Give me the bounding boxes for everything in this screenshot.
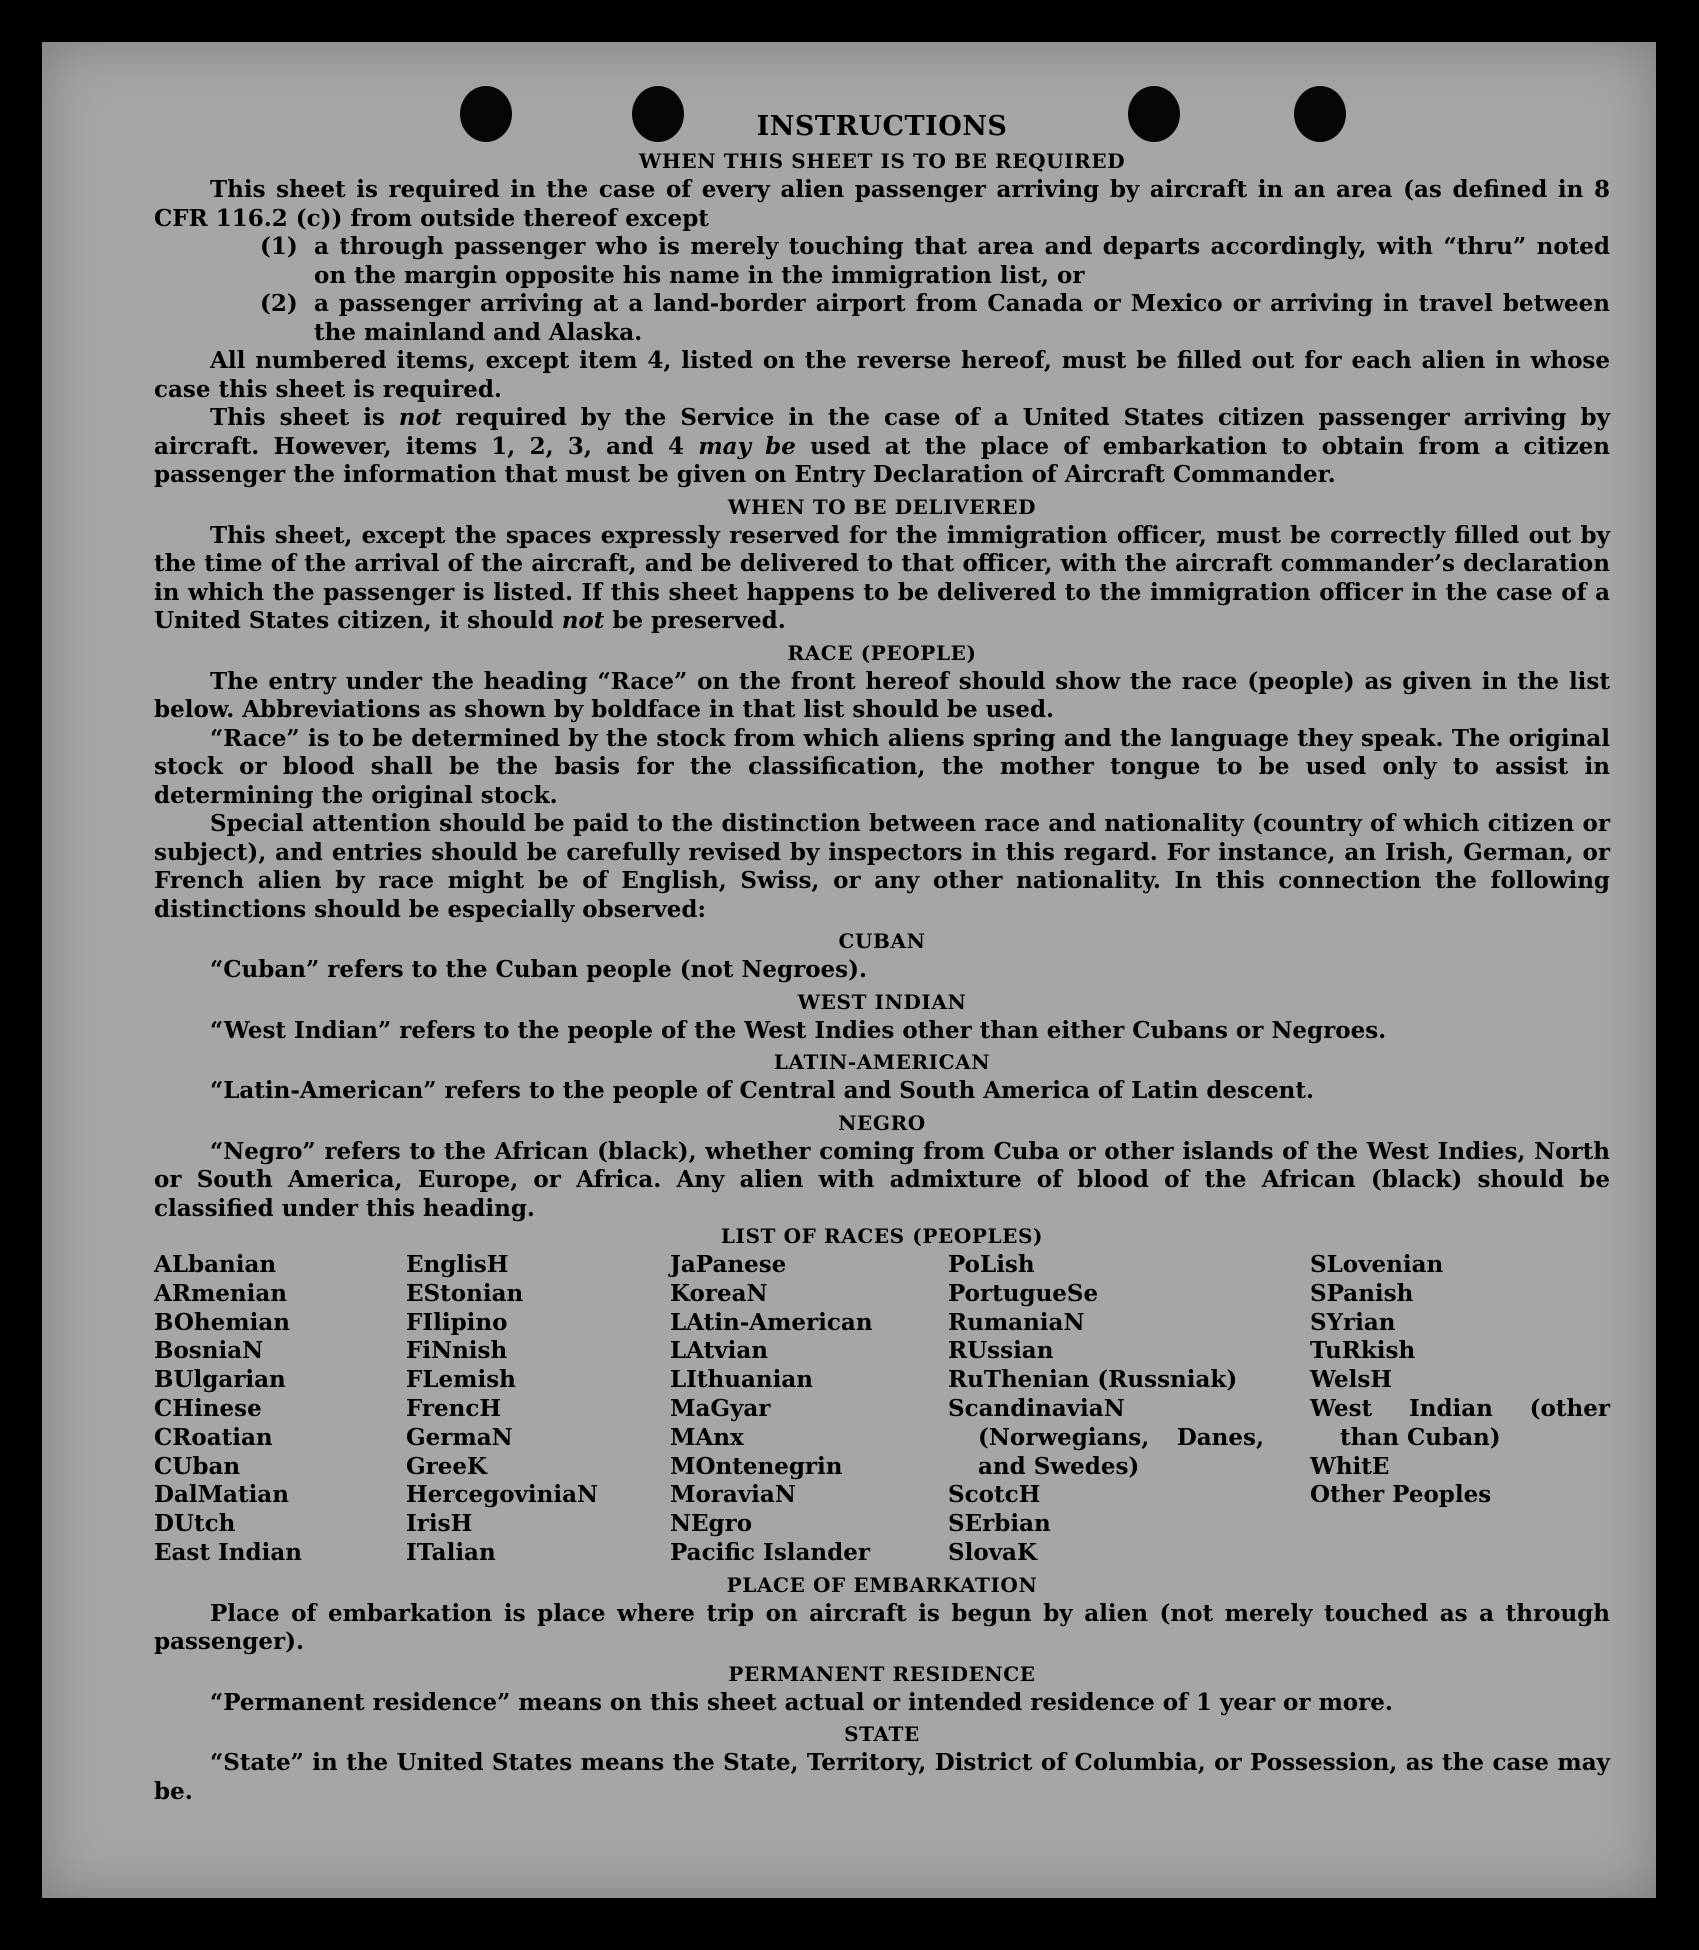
races-column-4	[948, 1251, 1310, 1568]
race-item: GermaN	[406, 1423, 513, 1451]
page-title: INSTRUCTIONS	[756, 111, 1008, 142]
race-item: ALbanian	[154, 1251, 277, 1278]
paragraph: “State” in the United States means the State, Territory, District of Columbia, or Possession, as the case may be.	[154, 1749, 1610, 1805]
paragraph: The entry under the heading “Race” on the front hereof should show the race (people) as given in the list below. Abbreviations as shown by boldface in that list should be used.	[154, 667, 1610, 723]
section-heading-state: STATE	[844, 1722, 920, 1747]
race-item: CUban	[154, 1452, 241, 1480]
race-item: KoreaN	[670, 1279, 768, 1307]
race-item: LIthuanian	[670, 1366, 813, 1394]
paragraph: This sheet is required in the case of every alien passenger arriving by aircraft in an area (as defined in 8 CFR 116.2 (c)) from outside thereof except	[154, 176, 1610, 232]
section-heading-race: RACE (PEOPLE)	[787, 640, 977, 665]
race-item: SYrian	[1310, 1308, 1396, 1336]
paragraph: “Permanent residence” means on this sheet actual or intended residence of 1 year or more.	[210, 1688, 1393, 1716]
race-item: Other Peoples	[1310, 1481, 1492, 1509]
paragraph: “Negro” refers to the African (black), whether coming from Cuba or other islands of the West Indies, North or South America, Europe, or Africa. Any alien with admixture of blood of the African (black) should be classified under this heading.	[154, 1137, 1610, 1222]
race-item: EnglisH	[406, 1251, 509, 1278]
paragraph: “West Indian” refers to the people of the West Indies other than either Cubans or Negroes.	[210, 1016, 1387, 1044]
race-item: ARmenian	[154, 1279, 288, 1307]
race-item: DUtch	[154, 1510, 236, 1538]
race-item: ScandinaviaN (Norwegians, Danes, and Swedes)	[948, 1394, 1264, 1480]
section-heading-negro: NEGRO	[838, 1110, 926, 1135]
section-heading-list-of-races: LIST OF RACES (PEOPLES)	[720, 1224, 1044, 1248]
race-item: PortugueSe	[948, 1279, 1099, 1307]
race-item: IrisH	[406, 1510, 473, 1538]
document-body	[154, 110, 1610, 1806]
race-item: FrencH	[406, 1394, 502, 1422]
paragraph: “Cuban” refers to the Cuban people (not Negroes).	[210, 956, 868, 983]
race-item: MaGyar	[670, 1394, 771, 1422]
race-item: BosniaN	[154, 1337, 264, 1365]
race-item: TuRkish	[1310, 1337, 1416, 1365]
race-item: SlovaK	[948, 1538, 1037, 1566]
section-heading-embarkation: PLACE OF EMBARKATION	[726, 1572, 1038, 1597]
race-item: East Indian	[154, 1538, 302, 1566]
race-item: FLemish	[406, 1366, 516, 1394]
race-item: SErbian	[948, 1510, 1051, 1538]
race-item: RumaniaN	[948, 1308, 1085, 1336]
race-item: MoraviaN	[670, 1481, 796, 1509]
race-item: MAnx	[670, 1423, 744, 1451]
races-column-1	[154, 1251, 406, 1568]
races-column-2	[406, 1251, 670, 1568]
race-item: BOhemian	[154, 1308, 290, 1336]
section-heading-latin-american: LATIN-AMERICAN	[773, 1050, 991, 1074]
section-heading-cuban: CUBAN	[838, 929, 926, 953]
document-page	[42, 42, 1656, 1898]
race-item: JaPanese	[670, 1251, 787, 1278]
paragraph: Special attention should be paid to the distinction between race and nationality (country of which citizen or subject), and entries should be carefully revised by inspectors in this regard. For instance, an Irish, German, or French alien by race might be of English, Swiss, or any other nationality. In this connection the following distinctions should be especially observed:	[154, 810, 1610, 923]
race-item: SPanish	[1310, 1279, 1414, 1307]
race-item: RuThenian (Russniak)	[948, 1366, 1238, 1394]
race-item: SLovenian	[1310, 1251, 1444, 1278]
race-item: NEgro	[670, 1510, 753, 1538]
races-list	[154, 1251, 1610, 1568]
section-heading-residence: PERMANENT RESIDENCE	[728, 1661, 1036, 1686]
section-heading-delivered: WHEN TO BE DELIVERED	[727, 494, 1037, 519]
paragraph: “Latin-American” refers to the people of Central and South America of Latin descent.	[210, 1077, 1314, 1104]
paragraph: Place of embarkation is place where trip on aircraft is begun by alien (not merely touched as a through passenger).	[154, 1599, 1610, 1656]
paragraph: All numbered items, except item 4, listed on the reverse hereof, must be filled out for each alien in whose case this sheet is required.	[154, 347, 1610, 403]
race-item: West Indian (other than Cuban)	[1310, 1394, 1610, 1451]
list-item: (1) a through passenger who is merely touching that area and departs accordingly, with “thru” noted on the margin opposite his name in the immigration list, or	[260, 233, 1610, 289]
race-item: GreeK	[406, 1452, 488, 1480]
race-item: FiNnish	[406, 1337, 508, 1365]
race-item: LAtin-American	[670, 1308, 873, 1336]
race-item: CHinese	[154, 1394, 262, 1422]
paragraph: This sheet, except the spaces expressly reserved for the immigration officer, must be correctly filled out by the time of the arrival of the aircraft, and be delivered to that officer, with the aircraft commander’s declaration in which the passenger is listed. If this sheet happens to be delivered to the immigration officer in the case of a United States citizen, it should not be preserved.	[154, 521, 1610, 634]
list-item: (2) a passenger arriving at a land-border airport from Canada or Mexico or arriving in travel between the mainland and Alaska.	[260, 290, 1610, 346]
races-column-3	[670, 1251, 948, 1568]
race-item: PoLish	[948, 1251, 1035, 1278]
race-item: RUssian	[948, 1337, 1054, 1365]
paragraph: This sheet is not required by the Service in the case of a United States citizen passenger arriving by aircraft. However, items 1, 2, 3, and 4 may be used at the place of embarkation to obtain from a citizen passenger the information that must be given on Entry Declaration of Aircraft Commander.	[154, 404, 1611, 488]
race-item: Pacific Islander	[670, 1538, 870, 1566]
section-heading-required: WHEN THIS SHEET IS TO BE REQUIRED	[638, 149, 1126, 173]
race-item: ITalian	[406, 1538, 496, 1566]
race-item: FIlipino	[406, 1308, 508, 1336]
race-item: HercegoviniaN	[406, 1481, 599, 1509]
race-item: CRoatian	[154, 1423, 273, 1451]
race-item: ScotcH	[948, 1481, 1041, 1509]
race-item: LAtvian	[670, 1337, 768, 1365]
race-item: WelsH	[1310, 1366, 1393, 1394]
race-item: BUlgarian	[154, 1366, 286, 1394]
race-item: EStonian	[406, 1279, 524, 1307]
paragraph: “Race” is to be determined by the stock from which aliens spring and the language they speak. The original stock or blood shall be the basis for the classification, the mother tongue to be used only to assist in determining the original stock.	[154, 724, 1610, 809]
race-item: DalMatian	[154, 1481, 289, 1509]
race-item: MOntenegrin	[670, 1452, 843, 1480]
races-column-5	[1310, 1251, 1610, 1568]
race-item: WhitE	[1310, 1452, 1390, 1480]
section-heading-west-indian: WEST INDIAN	[797, 989, 967, 1014]
